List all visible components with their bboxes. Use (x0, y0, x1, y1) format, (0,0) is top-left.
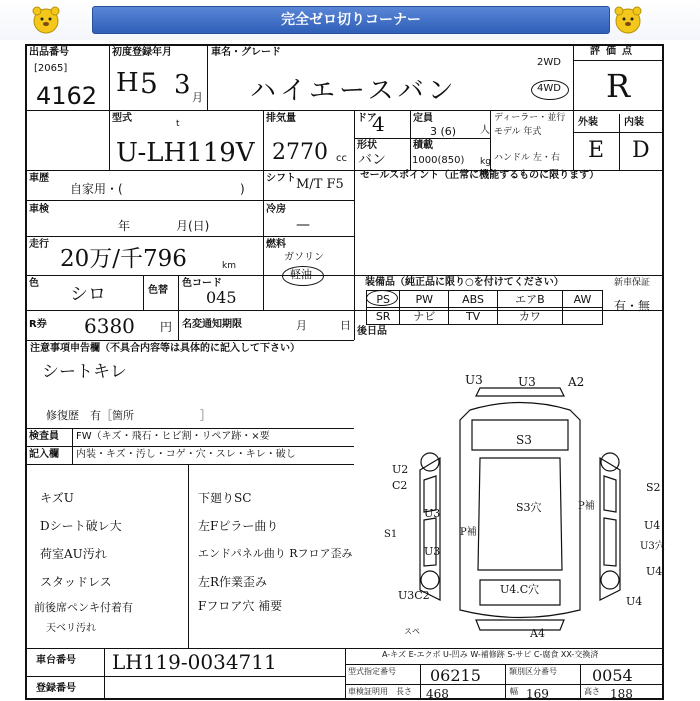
capacity: 3 (6) (430, 125, 457, 138)
damage-mark: P補 (460, 527, 477, 538)
inspection-month: 月(日) (176, 219, 210, 233)
equip-cell: カワ (497, 308, 562, 325)
lot-number: 4162 (36, 82, 98, 110)
registration-month: 3 (174, 70, 191, 100)
shape: バン (358, 152, 386, 168)
sales-point-label: セールスポイント（正常に機能するものに限ります） (360, 170, 600, 181)
recycle-unit: 円 (160, 320, 173, 334)
remark-left: キズU (40, 491, 74, 505)
entry-items: 内装・キズ・汚し・コゲ・穴・スレ・キレ・破し (76, 449, 296, 460)
shape-label: 形状 (357, 140, 377, 151)
rear-items-label: 後日品 (357, 326, 387, 337)
dealer-label: ディーラー・並行 (494, 113, 566, 123)
interior-grade: D (632, 138, 650, 163)
cert-label: 車検証明用 (348, 687, 388, 696)
exterior-grade: E (588, 138, 605, 163)
ps-circle (366, 290, 398, 306)
remark-right: 下廻りSC (198, 491, 252, 505)
damage-mark: U4 (626, 595, 643, 608)
rear-bumper (476, 620, 564, 630)
notes-label: 注意事項申告欄（不具合内容等は具体的に記入して下さい） (30, 343, 300, 354)
color-value: シロ (70, 284, 106, 305)
recycle-value: 6380 (84, 314, 135, 338)
lot-label: 出品番号 (29, 47, 69, 58)
car-name: ハイエースバン (250, 76, 458, 106)
remark-left: 前後席ペンキ付着有 (34, 601, 133, 614)
displacement-unit: cc (336, 153, 347, 164)
equip-cell: PS (367, 291, 400, 308)
fuel-gasoline: ガソリン (284, 252, 324, 263)
width: 169 (526, 687, 549, 701)
equip-cell: ナビ (400, 308, 449, 325)
damage-mark: スペ (404, 627, 420, 636)
wheel-icon (421, 571, 439, 589)
damage-mark: S3 (516, 433, 532, 447)
damage-mark: U3 (424, 545, 441, 558)
equip-cell: PW (400, 291, 449, 308)
right-rear-door (604, 518, 616, 566)
damage-mark: U4.C穴 (500, 583, 540, 596)
equip-cell: エアB (497, 291, 562, 308)
equipment-label: 装備品（純正品に限り○を付けてください） (365, 277, 564, 288)
width-label: 幅 (510, 687, 518, 696)
model-label: 型式 (112, 113, 132, 124)
damage-mark: P補 (578, 501, 595, 512)
model-mark: t (176, 119, 180, 129)
damage-legend: A-キズ E-エクボ U-凹み W-補修跡 S-サビ C-腐食 XX-交換済 (382, 650, 599, 659)
fuel-label: 燃料 (266, 239, 286, 250)
inspection-label: 車検 (29, 204, 49, 215)
damage-mark: U3C2 (398, 589, 430, 602)
damage-mark: U3 (518, 375, 536, 389)
form-code: 06215 (430, 666, 481, 685)
equip-cell (562, 308, 602, 325)
color-code-label: 色コード (182, 278, 222, 289)
shift: M/T F5 (296, 177, 344, 192)
displacement: 2770 (272, 140, 328, 165)
use-close: ) (240, 182, 245, 196)
drive-4wd: 4WD (537, 83, 561, 94)
length: 468 (426, 687, 449, 701)
wheel-icon (601, 571, 619, 589)
wheel-icon (601, 453, 619, 471)
damage-mark: S1 (384, 529, 398, 540)
equip-cell: AW (562, 291, 602, 308)
remark-left: Dシート破レ大 (40, 519, 122, 533)
damage-mark: A4 (530, 627, 545, 640)
damage-mark: U4 (644, 519, 661, 532)
damage-mark: U3穴 (640, 541, 665, 552)
damage-mark: U3 (424, 507, 441, 520)
name-change-label: 名変通知期限 (182, 319, 242, 330)
equip-cell: ABS (449, 291, 498, 308)
form-code-label: 型式指定番号 (348, 667, 396, 676)
eval-score: R (606, 67, 631, 105)
exterior-label: 外装 (578, 117, 598, 128)
remark-left: スタッドレス (40, 575, 112, 589)
lot-small-number: [2065] (34, 63, 68, 74)
capacity-label: 定員 (413, 113, 433, 124)
mileage-unit: km (222, 261, 236, 271)
entry-label: 記入欄 (29, 449, 59, 460)
remark-right: Fフロア穴 補要 (198, 599, 283, 613)
remark-right: エンドパネル曲り Rフロア歪み (198, 547, 353, 560)
registration-year: 5 (140, 67, 158, 100)
class-code-label: 類別区分番号 (509, 667, 557, 676)
doors: 4 (372, 112, 385, 136)
chassis-label: 車台番号 (36, 655, 76, 666)
mileage: 20万/千796 (60, 246, 187, 272)
color-change-label: 色替 (148, 285, 168, 296)
notes-text: シートキレ (42, 362, 127, 382)
ac-value: — (296, 217, 310, 233)
left-rear-door (424, 518, 436, 566)
height: 188 (610, 687, 633, 701)
handle-label: ハンドル 左・右 (494, 153, 560, 163)
load: 1000(850) (412, 155, 465, 166)
remark-left: 荷室AU汚れ (40, 547, 107, 561)
load-unit: kg (480, 157, 491, 167)
mileage-label: 走行 (29, 239, 49, 250)
damage-mark: U2 (392, 463, 409, 476)
drive-2wd: 2WD (537, 57, 561, 68)
warranty-label: 新車保証 (614, 278, 651, 288)
bear-mascot-icon (30, 4, 62, 36)
remark-left: 天ベリ汚れ (46, 623, 96, 634)
damage-mark: S3穴 (516, 501, 542, 514)
use-label: 車歴 (29, 173, 49, 184)
chassis-number: LH119-0034711 (112, 650, 277, 674)
doors-label: ドア (357, 113, 377, 124)
right-side-panel (600, 458, 620, 600)
repair-history: 修復歴 有［箇所 ］ (46, 409, 211, 422)
class-code: 0054 (592, 666, 633, 685)
displacement-label: 排気量 (266, 113, 296, 124)
model-code: U-LH119V (116, 138, 255, 168)
damage-mark: C2 (392, 479, 408, 492)
remark-right: 左R作業歪み (198, 575, 268, 589)
inspector-label: 検査員 (29, 431, 59, 442)
wheel-icon (421, 453, 439, 471)
first-registration-label: 初度登録年月 (112, 47, 172, 58)
ac-label: 冷房 (266, 204, 286, 215)
model-year-label: モデル 年式 (494, 127, 542, 137)
remark-right: 左Fピラー曲り (198, 519, 279, 533)
name-change-day: 日 (340, 319, 351, 332)
damage-mark: A2 (568, 375, 585, 389)
front-bumper (476, 388, 564, 396)
warranty-value: 有・無 (614, 299, 651, 313)
equipment-table (366, 290, 603, 325)
inspection-year: 年 (118, 219, 131, 233)
equip-cell: SR (367, 308, 400, 325)
month-unit: 月 (192, 91, 203, 104)
inspector-items: FW（キズ・飛石・ヒビ割・リペア跡・×要 (76, 431, 270, 442)
right-front-door (604, 476, 616, 512)
damage-mark: U4 (646, 565, 663, 578)
length-label: 長さ (396, 687, 412, 696)
interior-label: 内装 (624, 117, 644, 128)
left-side-panel (420, 458, 440, 600)
car-name-label: 車名・グレード (211, 47, 281, 58)
color-label: 色 (29, 278, 39, 289)
height-label: 高さ (584, 687, 600, 696)
registration-label: 登録番号 (36, 683, 76, 694)
equip-cell: TV (449, 308, 498, 325)
eval-label: 評価点 (590, 46, 638, 57)
recycle-label: R券 (29, 319, 47, 330)
bear-mascot-icon (612, 4, 644, 36)
era: H (116, 68, 139, 98)
load-label: 積載 (413, 140, 433, 151)
shift-label: シフト (266, 173, 296, 184)
capacity-unit: 人 (480, 125, 490, 136)
roof-panel (478, 458, 562, 570)
damage-mark: U3 (465, 373, 483, 387)
color-code: 045 (206, 288, 237, 307)
name-change-month: 月 (296, 319, 307, 332)
damage-mark: S2 (646, 481, 661, 494)
banner-title: 完全ゼロ切りコーナー (92, 6, 610, 34)
use-value: 自家用・( (70, 182, 123, 196)
fuel-diesel: 軽油 (290, 268, 312, 281)
